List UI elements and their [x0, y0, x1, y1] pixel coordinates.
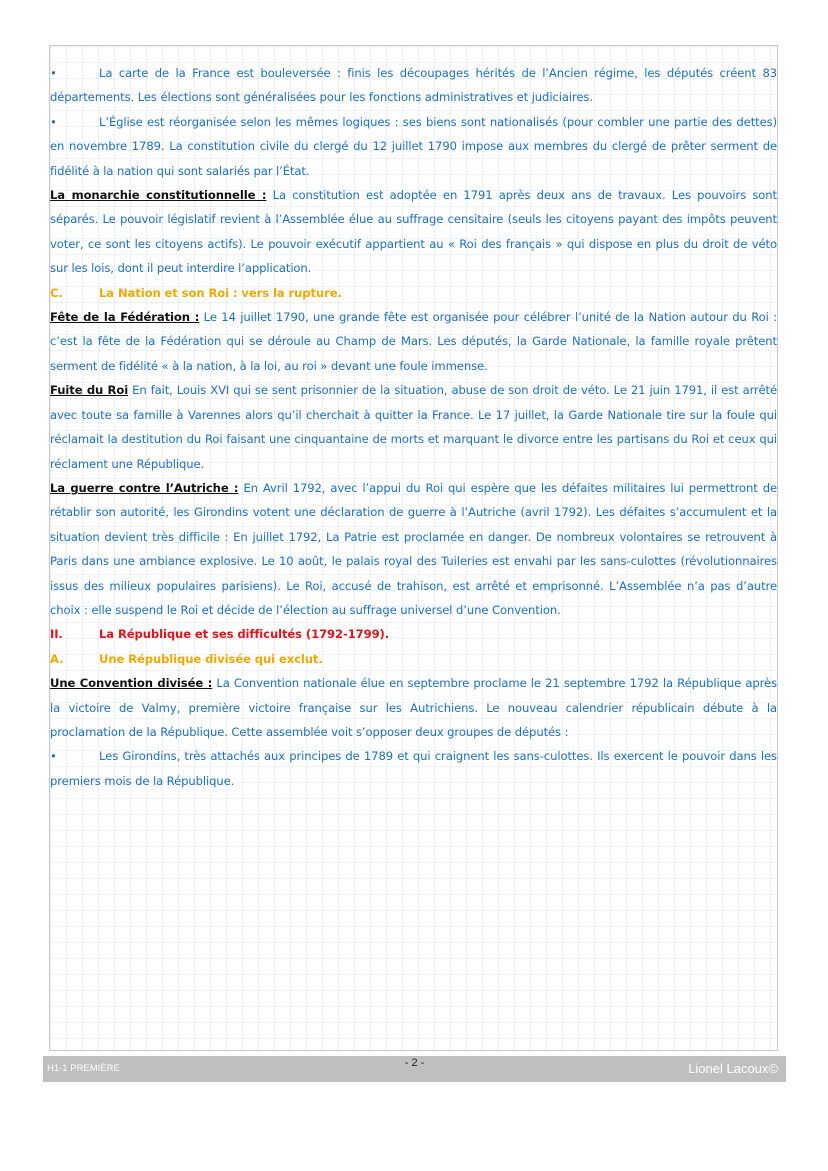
bullet: •	[50, 66, 57, 80]
footer-course-label: H1-1 PREMIÈRE	[47, 1063, 120, 1074]
paragraph-text: En Avril 1792, avec l’appui du Roi qui espère que les défaites militaires lui permettront de rétablir son autorité, les Girondins votent une déclaration de guerre à l’Autriche (avril 1792). Les défaites s’accumulent et la situation devient très difficile : En juillet 1792, La Patrie est proclamée en danger. De nombreux volontaires se retrouvent à Paris dans une ambiance explosive. Le 10 août, le palais royal des Tuileries est envahi par les sans-culottes (révolutionnaires issus des milieux populaires parisiens). Le Roi, accusé de trahison, est arrêté et emprisonné. L’Assemblée n’a pas d’autre choix : elle suspend le Roi et décide de l’élection au suffrage universel d’une Convention.	[50, 480, 777, 617]
page-footer	[43, 1056, 786, 1082]
paragraph-text: Les Girondins, très attachés aux principes de 1789 et qui craignent les sans-culottes. Ils exercent le pouvoir dans les premiers mois de la République.	[50, 749, 777, 788]
paragraph-fete	[50, 305, 777, 378]
paragraph-text: La carte de la France est bouleversée : finis les découpages hérités de l’Ancien régime, les députés créent 83 départements. Les élections sont généralisées pour les fonctions administratives et judiciaires.	[50, 66, 777, 105]
term-guerre: La guerre contre l’Autriche :	[50, 480, 239, 495]
heading-section-ii	[50, 622, 777, 646]
heading-letter: II.	[50, 627, 63, 642]
paragraph-text: L’Église est réorganisée selon les mêmes logiques : ses biens sont nationalisés (pour combler une partie des dettes) en novembre 1789. La constitution civile du clergé du 12 juillet 1790 impose aux membres du clergé de prêter serment de fidélité à la nation qui sont salariés par l’État.	[50, 114, 777, 178]
paragraph-guerre	[50, 476, 777, 622]
term-fuite: Fuite du Roi	[50, 383, 129, 398]
paragraph-fuite	[50, 378, 777, 476]
term-monarchie: La monarchie constitutionnelle :	[50, 188, 267, 203]
paragraph-eglise	[50, 110, 777, 183]
paragraph-text: En fait, Louis XVI qui se sent prisonnier de la situation, abuse de son droit de véto. Le 21 juin 1791, il est arrêté avec toute sa famille à Varennes alors qu’il cherchait à quitter la France. Le 17 juillet, la Garde Nationale tire sur la foule qui réclamait la destitution du Roi faisant une cinquantaine de morts et marquant le divorce entre les partisans du Roi et ceux qui réclament une République.	[50, 383, 777, 471]
paragraph-convention	[50, 671, 777, 744]
document-body	[50, 61, 777, 793]
paragraph-girondins	[50, 744, 777, 793]
term-fete: Fête de la Fédération :	[50, 310, 200, 325]
paragraph-monarchie	[50, 183, 777, 281]
heading-letter: A.	[50, 651, 64, 666]
heading-section-a	[50, 647, 777, 671]
paragraph-text: La Convention nationale élue en septembre proclame le 21 septembre 1792 la République après la victoire de Valmy, première victoire française sur les Autrichiens. Le nouveau calendrier républicain débute à la proclamation de la République. Cette assemblée voit s’opposer deux groupes de députés :	[50, 676, 777, 739]
paragraph-text: Le 14 juillet 1790, une grande fête est organisée pour célébrer l’unité de la Nation autour du Roi : c’est la fête de la Fédération qui se déroule au Champ de Mars. Les députés, la Garde Nationale, la famille royale prêtent serment de fidélité « à la nation, à la loi, au roi » devant une foule immense.	[50, 310, 777, 373]
bullet: •	[50, 749, 57, 764]
heading-letter: C.	[50, 285, 63, 300]
footer-author: Lionel Lacoux©	[688, 1061, 778, 1076]
heading-title: La Nation et son Roi : vers la rupture.	[99, 285, 342, 300]
paragraph-departements	[50, 61, 777, 110]
term-convention: Une Convention divisée :	[50, 676, 213, 691]
bullet: •	[50, 114, 57, 129]
heading-title: Une République divisée qui exclut.	[99, 651, 323, 666]
heading-section-c	[50, 281, 777, 305]
heading-title: La République et ses difficultés (1792-1799).	[99, 627, 390, 642]
page-sheet	[49, 45, 778, 1051]
footer-page-number: - 2 -	[404, 1057, 425, 1069]
paragraph-text: La constitution est adoptée en 1791 après deux ans de travaux. Les pouvoirs sont séparés. Le pouvoir législatif revient à l’Assemblée élue au suffrage censitaire (seuls les citoyens payant des impôts peuvent voter, ce sont les citoyens actifs). Le pouvoir exécutif appartient au « Roi des français » qui dispose en plus du droit de véto sur les lois, dont il peut interdire l’application.	[50, 188, 777, 276]
